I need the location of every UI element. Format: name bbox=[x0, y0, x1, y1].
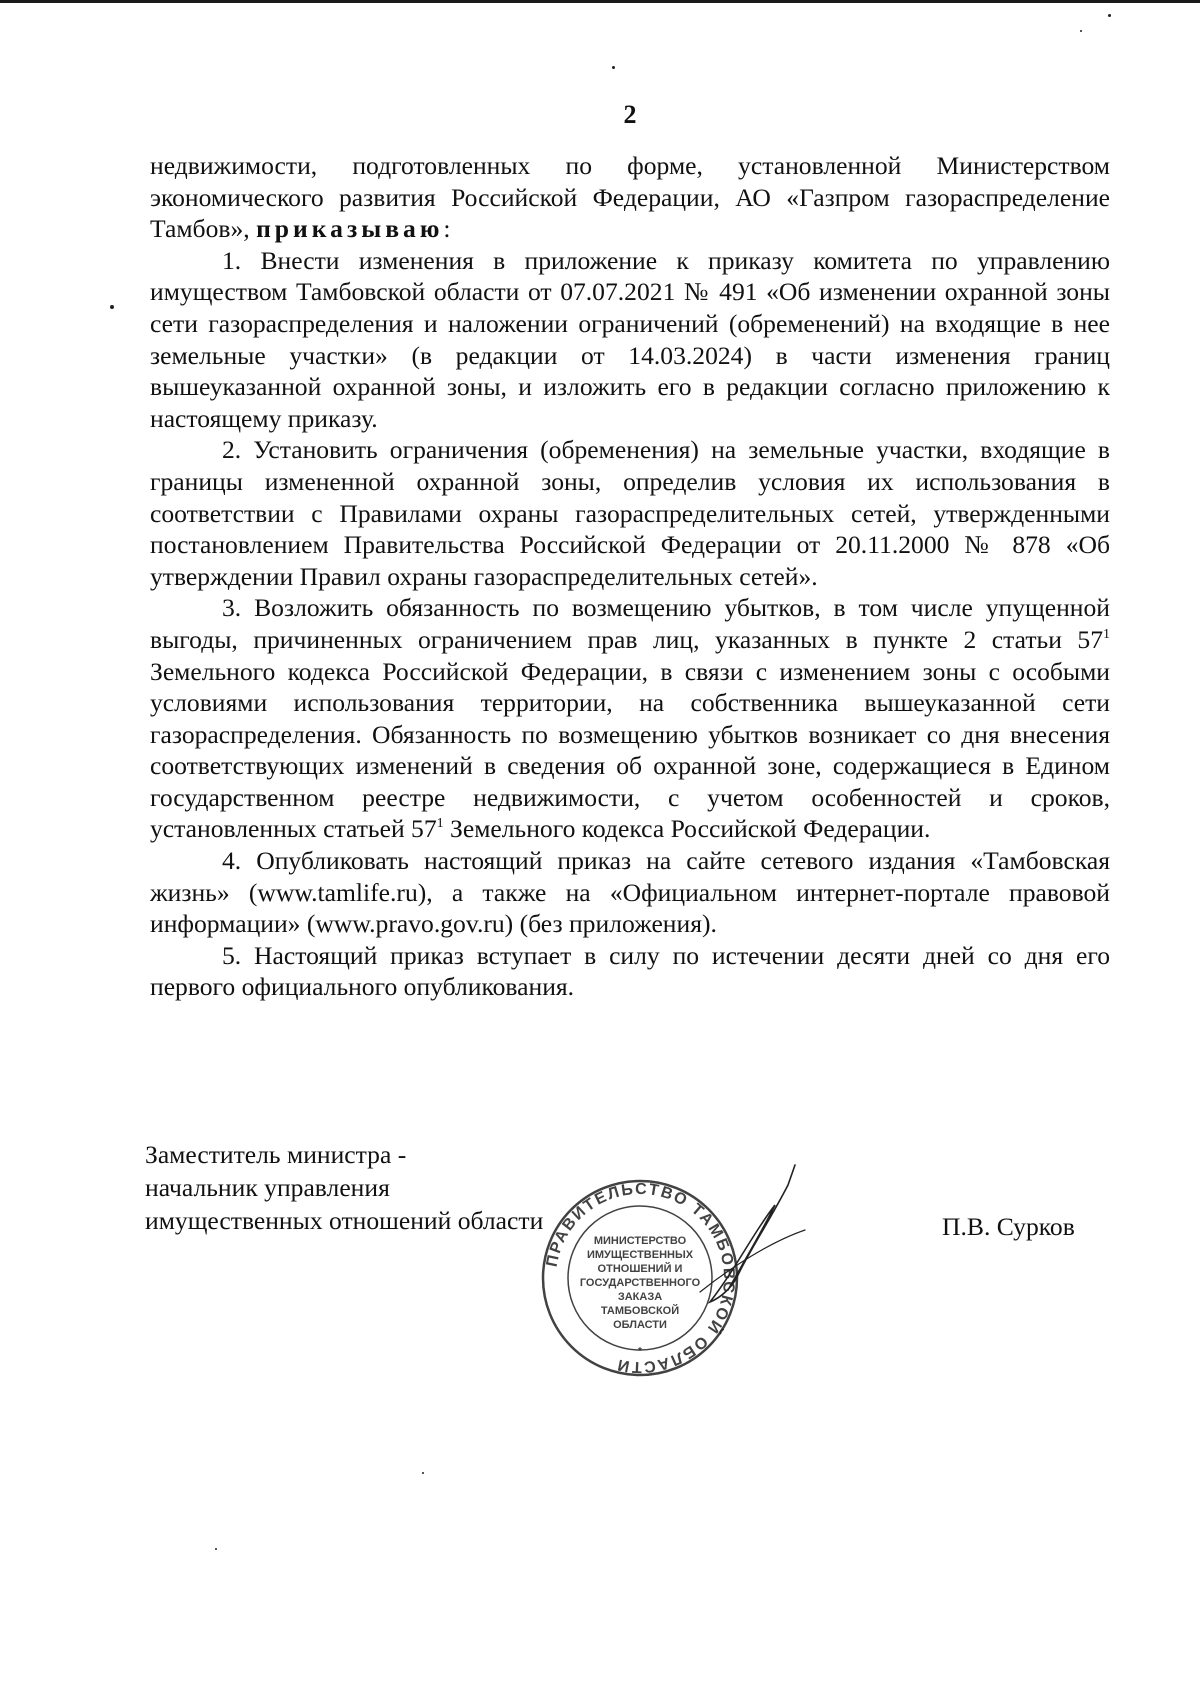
item-4: 4. Опубликовать настоящий приказ на сайте сетевого издания «Тамбовская жизнь» (www.tamlife.ru), а также на «Официальном интернет-портале правовой информации» (www.pravo.gov.ru) (без приложения). bbox=[150, 846, 1110, 939]
intro-text: недвижимости, подготовленных по форме, установленной Министерством экономического развития Российской Федерации, АО «Газпром газораспределение Тамбов», bbox=[150, 151, 1110, 244]
scan-speck bbox=[1080, 30, 1082, 32]
page-top-border bbox=[0, 0, 1200, 3]
scan-speck bbox=[612, 66, 615, 69]
handwritten-signature bbox=[680, 1160, 840, 1320]
item-5: 5. Настоящий приказ вступает в силу по истечении десяти дней со дня его первого официального опубликования. bbox=[150, 940, 1110, 1002]
order-word: приказываю bbox=[256, 214, 444, 244]
item-2: 2. Установить ограничения (обременения) на земельные участки, входящие в границы измененной охранной зоны, определив условия их использования в соответствии с Правилами охраны газораспределительных сетей, утвержденными постановлением Правительства Российской Федерации от 20.11.2000 № 878 «Об утверждении Правил охраны газораспределительных сетей». bbox=[150, 435, 1110, 591]
svg-text:ЗАКАЗА: ЗАКАЗА bbox=[617, 1291, 663, 1303]
item-3-sup2: 1 bbox=[436, 816, 444, 832]
svg-text:*: * bbox=[638, 1346, 642, 1357]
signer-position bbox=[145, 1138, 543, 1237]
scan-speck bbox=[422, 1472, 424, 1474]
svg-text:ИМУЩЕСТВЕННЫХ: ИМУЩЕСТВЕННЫХ bbox=[586, 1249, 694, 1261]
scan-speck bbox=[1108, 14, 1111, 17]
signer-position-line-1: Заместитель министра - bbox=[145, 1140, 407, 1169]
item-3-sup1: 1 bbox=[1103, 626, 1110, 642]
svg-text:МИНИСТЕРСТВО: МИНИСТЕРСТВО bbox=[593, 1235, 687, 1247]
intro-paragraph bbox=[150, 150, 1110, 245]
svg-text:ОБЛАСТИ: ОБЛАСТИ bbox=[613, 1319, 667, 1331]
svg-text:ГОСУДАРСТВЕННОГО: ГОСУДАРСТВЕННОГО bbox=[579, 1277, 701, 1289]
svg-text:ТАМБОВСКОЙ: ТАМБОВСКОЙ bbox=[600, 1305, 680, 1317]
scan-speck bbox=[215, 1548, 217, 1550]
signer-position-line-2: начальник управления bbox=[145, 1173, 390, 1202]
signer-position-line-3: имущественных отношений области bbox=[145, 1206, 544, 1235]
page-number: 2 bbox=[623, 100, 637, 129]
item-1: 1. Внести изменения в приложение к приказу комитета по управлению имуществом Тамбовской области от 07.07.2021 № 491 «Об изменении охранной зоны сети газораспределения и наложении ограничений (обременений) на входящие в нее земельные участки» (в редакции от 14.03.2024) в части изменения границ вышеуказанной охранной зоны, и изложить его в редакции согласно приложению к настоящему приказу. bbox=[150, 245, 1110, 433]
document-body bbox=[150, 150, 1110, 1003]
signer-name: П.В. Сурков bbox=[942, 1212, 1075, 1241]
item-3-part1: 3. Возложить обязанность по возмещению убытков, в том числе упущенной выгоды, причиненных ограничением прав лиц, указанных в пункте 2 статьи 57 bbox=[150, 593, 1110, 654]
item-3-part2: Земельного кодекса Российской Федерации, в связи с изменением зоны с особыми условиями использования территории, на собственника вышеуказанной сети газораспределения. Обязанность по возмещению убытков возникает со дня внесения соответствующих изменений в сведения об охранной зоне, содержащиеся в Едином государственном реестре недвижимости, с учетом особенностей и сроков, установленных статьей 57 bbox=[150, 656, 1110, 844]
order-colon: : bbox=[443, 214, 451, 244]
svg-text:ПРАВИТЕЛЬСТВО ТАМБОВСКОЙ ОБЛАС: ПРАВИТЕЛЬСТВО ТАМБОВСКОЙ ОБЛАСТИ bbox=[543, 1180, 738, 1376]
item-3 bbox=[150, 592, 1110, 845]
item-3-part3: Земельного кодекса Российской Федерации. bbox=[443, 814, 931, 844]
svg-text:ОТНОШЕНИЙ И: ОТНОШЕНИЙ И bbox=[597, 1263, 683, 1275]
scan-speck bbox=[110, 305, 114, 309]
